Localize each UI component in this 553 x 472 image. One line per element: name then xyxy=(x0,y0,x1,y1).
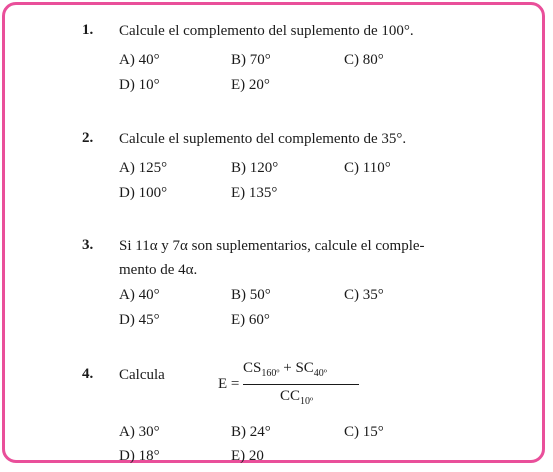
problem-statement: Si 11α y 7α son suplementarios, calcule el comple-mento de 4α. xyxy=(119,238,425,278)
fraction-bar xyxy=(243,384,359,385)
option-e: E) 135° xyxy=(231,185,278,201)
problem-statement: Calcule el complemento del suplemento de 100°. xyxy=(119,23,414,39)
option-a: A) 125° xyxy=(119,160,168,176)
fraction-formula xyxy=(218,362,358,412)
formula-lhs: E = xyxy=(218,376,240,392)
problem-number: 2. xyxy=(82,130,94,146)
problem-number: 3. xyxy=(82,237,94,253)
problem-statement: Calcula xyxy=(119,367,165,383)
option-b: B) 120° xyxy=(231,160,279,176)
option-d: D) 10° xyxy=(119,77,160,93)
option-d: D) 45° xyxy=(119,312,160,328)
formula-denominator: $CC_{10º}$ xyxy=(280,388,314,407)
option-a: A) 40° xyxy=(119,52,160,68)
option-b: B) 50° xyxy=(231,287,271,303)
problem-number: 4. xyxy=(82,366,94,382)
option-b: B) 70° xyxy=(231,52,271,68)
option-e: E) 60° xyxy=(231,312,270,328)
option-b: B) 24° xyxy=(231,424,271,440)
option-a: A) 40° xyxy=(119,287,160,303)
problem-number: 1. xyxy=(82,22,94,38)
option-c: C) 80° xyxy=(344,52,384,68)
option-c: C) 35° xyxy=(344,287,384,303)
option-c: C) 15° xyxy=(344,424,384,440)
option-d: D) 18° xyxy=(119,448,160,464)
problem-statement: Calcule el suplemento del complemento de 35°. xyxy=(119,131,407,147)
option-a: A) 30° xyxy=(119,424,160,440)
formula-numerator: $CS_{160º} + SC_{40º}$ xyxy=(243,360,327,379)
option-e: E) 20° xyxy=(231,77,270,93)
option-c: C) 110° xyxy=(344,160,391,176)
option-d: D) 100° xyxy=(119,185,168,201)
option-e: E) 20 xyxy=(231,448,264,464)
